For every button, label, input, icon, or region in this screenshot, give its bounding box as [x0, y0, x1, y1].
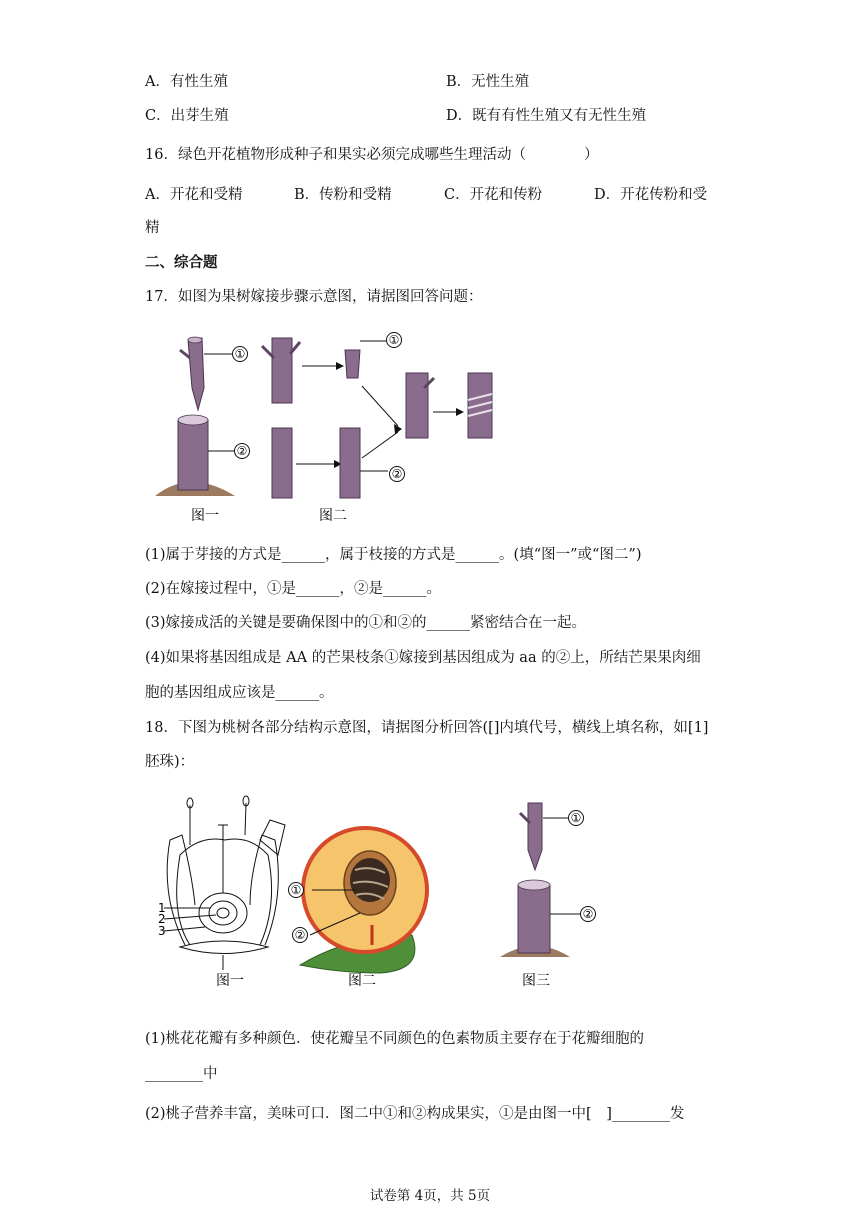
q18-part2: (2)桃子营养丰富，美味可口．图二中①和②构成果实，①是由图一中[ ]________发 [145, 1106, 685, 1122]
peach-tree-figure [150, 795, 600, 995]
q15-option-a: A．有性生殖 [145, 74, 228, 90]
q15-option-b: B．无性生殖 [446, 74, 530, 90]
fig2-caption: 图二 [348, 973, 376, 989]
q16-option-d-continued: 精 [145, 220, 160, 236]
fig2-caption: 图二 [319, 508, 347, 524]
fig1-caption: 图一 [191, 508, 219, 524]
bud-graft-steps-illustration [262, 333, 492, 499]
flower-structure-illustration [164, 796, 285, 970]
scion-branch-illustration [180, 337, 204, 410]
fig1-label-2: ② [236, 444, 248, 458]
q16-stem: 16．绿色开花植物形成种子和果实必须完成哪些生理活动（ ） [145, 147, 599, 163]
fig3-caption: 图三 [522, 973, 550, 989]
q17-part4-line1: (4)如果将基因组成是 AA 的芒果枝条①嫁接到基因组成为 aa 的②上，所结芒果果肉细 [145, 650, 701, 666]
q16-option-b: B．传粉和受精 [294, 187, 392, 203]
fig1-label-1: ① [234, 347, 246, 361]
q17-stem: 17．如图为果树嫁接步骤示意图，请据图回答问题： [145, 289, 483, 305]
q18-stem-line2: 胚珠)： [145, 754, 195, 770]
section-title: 二、综合题 [145, 255, 218, 271]
fig2-label-2: ② [391, 467, 403, 481]
q17-part4-line2: 胞的基因组成应该是______。 [145, 685, 334, 701]
fruit-label-1: ① [290, 883, 302, 897]
graft-label-2: ② [582, 907, 594, 921]
q16-option-d: D．开花传粉和受 [594, 187, 708, 203]
flower-label-1: 1 [158, 901, 166, 915]
page-footer: 试卷第 4页，共 5页 [369, 1188, 491, 1204]
fig2-label-1: ① [388, 333, 400, 347]
q17-part2: (2)在嫁接过程中，①是______，②是______。 [145, 581, 442, 597]
q15-option-d: D．既有有性生殖又有无性生殖 [446, 108, 647, 124]
q16-option-a: A．开花和受精 [145, 187, 243, 203]
graft-label-1: ① [570, 811, 582, 825]
graft-illustration [500, 803, 570, 957]
fruit-label-2: ② [294, 928, 306, 942]
flower-label-3: 3 [158, 924, 166, 938]
q17-part1: (1)属于芽接的方式是______，属于枝接的方式是______。(填“图一”或“图二”) [145, 547, 642, 563]
q17-part3: (3)嫁接成活的关键是要确保图中的①和②的______紧密结合在一起。 [145, 615, 587, 631]
grafting-figure [150, 328, 510, 528]
rootstock-illustration [155, 415, 235, 496]
peach-fruit-illustration [300, 828, 427, 973]
q18-part1-line2: ________中 [145, 1066, 218, 1082]
q18-part1-line1: (1)桃花花瓣有多种颜色．使花瓣呈不同颜色的色素物质主要存在于花瓣细胞的 [145, 1031, 645, 1047]
flower-label-2: 2 [158, 912, 166, 926]
q18-stem-line1: 18．下图为桃树各部分结构示意图，请据图分析回答([]内填代号，横线上填名称，如[1] [145, 720, 709, 736]
q15-option-c: C．出芽生殖 [145, 108, 229, 124]
fig1-caption: 图一 [216, 973, 244, 989]
q16-option-c: C．开花和传粉 [444, 187, 543, 203]
